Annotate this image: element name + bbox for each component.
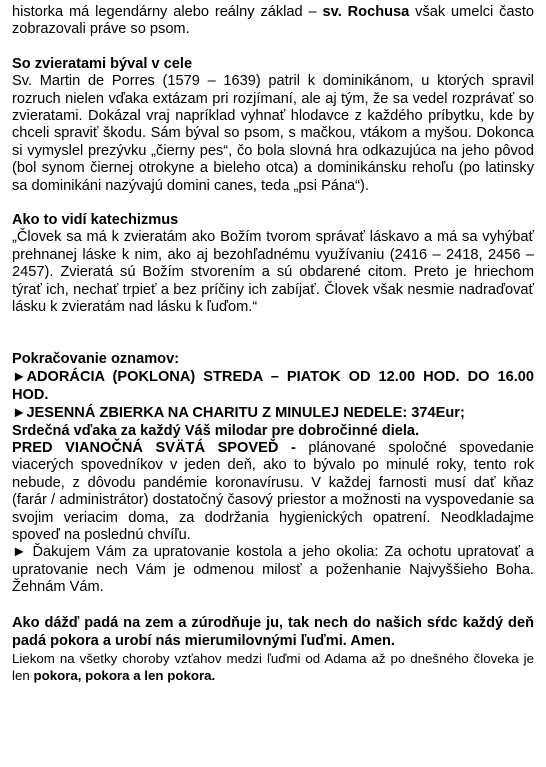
spacer	[12, 317, 534, 351]
announcement-confession-text: plánované spoločné spovedanie viacerých spovedníkov v jeden deň, ako to bývalo po minulé roky, tento rok nebude, z dôvodu pandémie koronavírusu. V každej farnosti musí dať kňaz (farár / administrátor) dostatočný časový priestor a možnosti na vyspovedanie sa svojim veriacim doma, za dodržania hygienických opatrení. Neodkladajme spoveď na poslednú chvíľu.	[12, 439, 534, 543]
spacer	[12, 597, 534, 614]
announcement-cleaning-thanks: ► Ďakujem Vám za upratovanie kostola a jeho okolia: Za ochotu upratovať a upratovanie nech Vám je odmenou milosť a poženhanie Najvyššieho Boha. Žehnám Vám.	[12, 544, 534, 596]
section2-body: „Človek sa má k zvieratám ako Božím tvorom správať láskavo a má sa vyhýbať prehnanej láske k nim, ako aj bezohľadnému využívaniu (2416 – 2418, 2456 – 2457). Zvieratá sú Božím stvorením a sú obdarené citom. Preto je hriechom týrať ich, nechať trpieť a bez príčiny ich zabíjať. Človek však nesmie nadraďovať lásku k zvieratám nad lásku k ľuďom.“	[12, 229, 534, 316]
announcement-adoration: ►ADORÁCIA (POKLONA) STREDA – PIATOK OD 12.00 HOD. DO 16.00 HOD.	[12, 368, 534, 403]
section1-heading: So zvieratami býval v cele	[12, 55, 193, 72]
announcement-confession-title: PRED VIANOČNÁ SVÄTÁ SPOVEĎ -	[12, 439, 296, 456]
closing-humility-bold: pokora, pokora a len pokora.	[33, 667, 216, 683]
closing-humility-text: Liekom na všetky choroby vzťahov medzi ľuďmi od Adama až po dnešného človeka je len	[12, 650, 534, 683]
announcements-heading: Pokračovanie oznamov:	[12, 350, 180, 367]
intro-text-before: historka má legendárny alebo reálny základ –	[12, 4, 323, 20]
closing-humility	[12, 650, 534, 684]
closing-prayer: Ako dážď padá na zem a zúrodňuje ju, tak nech do našich sŕdc každý deň padá pokora a urobí nás mierumilovnými ľuďmi. Amen.	[12, 614, 534, 649]
announcement-charity-collection: ►JESENNÁ ZBIERKA NA CHARITU Z MINULEJ NEDELE: 374Eur;	[12, 404, 465, 421]
spacer	[12, 39, 534, 56]
section2-heading: Ako to vidí katechizmus	[12, 212, 179, 229]
intro-saint-name: sv. Rochusa	[322, 4, 410, 20]
intro-paragraph	[12, 4, 534, 39]
announcement-charity-thanks: Srdečná vďaka za každý Váš milodar pre dobročinné diela.	[12, 422, 420, 439]
announcement-confession	[12, 440, 534, 544]
intro-text-after: však umelci často zobrazovali práve so psom.	[12, 4, 534, 38]
section1-body: Sv. Martin de Porres (1579 – 1639) patril k dominikánom, u ktorých spravil rozruch nielen vďaka extázam pri rozjímaní, ale aj tým, že sa vedel rozprávať so zvieratami. Dokázal vraj napríklad vyhnať hlodavce z každého príbytku, kde by chceli spraviť škodu. Sám býval so psom, s mačkou, vtákom a myšou. Dokonca si vymyslel prezývku „čierny pes“, čo bola slovná hra odkazujúca na jeho pôvod (bol synom čiernej otrokyne a bieleho otca) a dominikánsku rehoľu (po latinsky sa dominikáni nazývajú domini canes, teda „psi Pána“).	[12, 73, 534, 194]
spacer	[12, 195, 534, 212]
